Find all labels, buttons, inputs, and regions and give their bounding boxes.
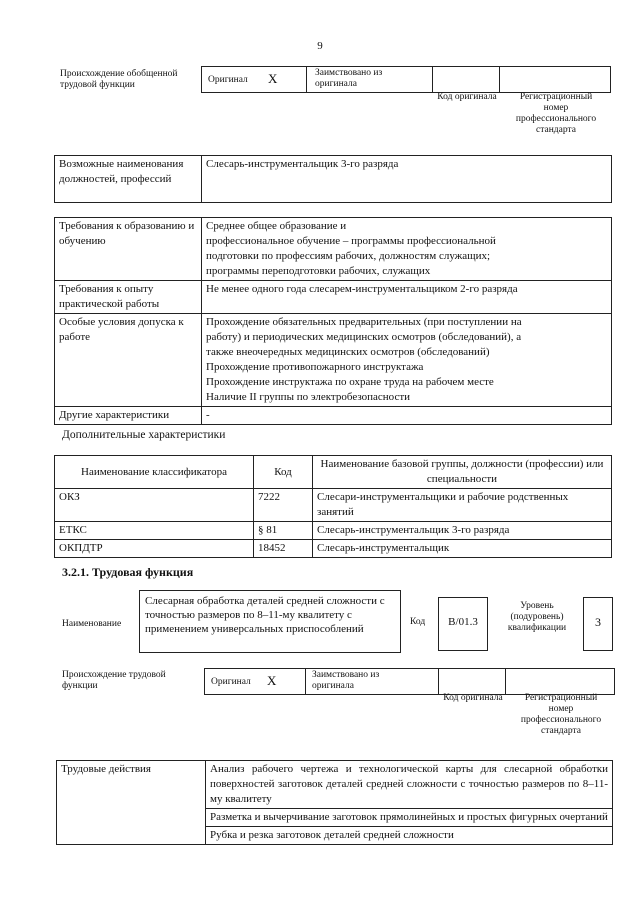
reg-number-cell: [499, 66, 611, 93]
section-heading: 3.2.1. Трудовая функция: [62, 565, 194, 579]
requirement-value: [202, 314, 612, 407]
requirement-line: -: [206, 409, 210, 421]
reg-number-label: Регистрационный номер профессионального стандарта: [515, 92, 597, 135]
requirement-label: Особые условия допуска к работе: [55, 314, 202, 407]
requirement-label: Другие характеристики: [55, 407, 202, 425]
origin-code-cell: [438, 668, 506, 695]
requirement-value: [202, 281, 612, 314]
requirement-line: профессиональное обучение – программы профессиональной: [206, 235, 496, 247]
table-cell: 18452: [254, 540, 313, 558]
origin-code-label: Код оригинала: [443, 693, 503, 703]
table-cell: 7222: [254, 489, 313, 522]
requirement-line: Не менее одного года слесарем-инструментальщиком 2-го разряда: [206, 283, 518, 295]
level-value: 3: [583, 597, 613, 651]
table-cell: Слесарь-инструментальщик 3-го разряда: [313, 522, 612, 540]
requirement-row: [55, 281, 612, 314]
original-mark: X: [268, 71, 278, 86]
requirement-line: Прохождение обязательных предварительных (при поступлении на: [206, 316, 522, 328]
generalized-function-origin-label: Происхождение обобщенной трудовой функции: [60, 69, 178, 90]
labor-action-item: Анализ рабочего чертежа и технологической карты для слесарной обработки поверхностей заготовок деталей средней сложности с точностью размеров по 8–11-му квалитету: [206, 761, 613, 809]
classifier-table: [54, 455, 612, 558]
requirement-row: [55, 407, 612, 425]
original-cell: [201, 66, 307, 93]
original-mark: X: [267, 673, 277, 688]
table-cell: ОКПДТР: [55, 540, 254, 558]
requirement-line: работу) и периодических медицинских осмотров (обследований), а: [206, 331, 522, 343]
labor-action-item: Разметка и вычерчивание заготовок прямолинейных и простых фигурных очертаний: [206, 809, 613, 827]
original-cell: [204, 668, 306, 695]
labor-action-item: Рубка и резка заготовок деталей средней сложности: [206, 827, 613, 845]
positions-value: Слесарь-инструментальщик 3-го разряда: [202, 156, 612, 203]
level-label: Уровень (подуровень) квалификации: [507, 601, 567, 633]
requirement-value: [202, 407, 612, 425]
table-cell: Слесарь-инструментальщик: [313, 540, 612, 558]
function-code-label: Код: [410, 617, 426, 627]
positions-label: Возможные наименования должностей, профессий: [55, 156, 202, 203]
requirement-line: Прохождение инструктажа по охране труда на рабочем месте: [206, 376, 494, 388]
origin-code-cell: [432, 66, 500, 93]
borrowed-label: Заимствовано из оригинала: [312, 670, 380, 691]
origin-code-label: Код оригинала: [437, 92, 497, 102]
classifier-header-row: [55, 456, 612, 489]
requirement-line: подготовки по профессиям рабочих, должностям служащих;: [206, 250, 491, 262]
original-label: Оригинал: [211, 677, 251, 687]
requirement-label: Требования к образованию и обучению: [55, 218, 202, 281]
classifier-header: Наименование классификатора: [55, 456, 254, 489]
table-cell: ЕТКС: [55, 522, 254, 540]
table-row: [55, 522, 612, 540]
function-name-value: Слесарная обработка деталей средней сложности с точностью размеров по 8–11-му квалитету с применением универсальных приспособлений: [139, 590, 401, 653]
labor-actions-table: [56, 760, 613, 845]
requirement-row: [55, 218, 612, 281]
requirement-line: программы переподготовки рабочих, служащих: [206, 265, 431, 277]
table-cell: § 81: [254, 522, 313, 540]
requirement-label: Требования к опыту практической работы: [55, 281, 202, 314]
classifier-header: Код: [254, 456, 313, 489]
original-label: Оригинал: [208, 75, 248, 85]
requirement-line: Прохождение противопожарного инструктажа: [206, 361, 424, 373]
borrowed-cell: [305, 668, 439, 695]
classifier-header: Наименование базовой группы, должности (профессии) или специальности: [313, 456, 612, 489]
positions-table: [54, 155, 612, 203]
additional-title: Дополнительные характеристики: [62, 429, 226, 441]
table-row: [55, 489, 612, 522]
requirements-table: [54, 217, 612, 425]
requirement-line: также внеочередных медицинских осмотров (обследований): [206, 346, 490, 358]
function-code-value: B/01.3: [438, 597, 488, 651]
borrowed-cell: [306, 66, 433, 93]
requirement-line: Среднее общее образование и: [206, 220, 347, 232]
borrowed-label: Заимствовано из оригинала: [315, 68, 383, 89]
page-number: 9: [317, 40, 323, 52]
table-cell: Слесари-инструментальщики и рабочие родственных занятий: [313, 489, 612, 522]
table-row: [57, 761, 613, 809]
requirement-value: [202, 218, 612, 281]
labor-actions-label: Трудовые действия: [57, 761, 206, 845]
function-origin-label: Происхождение трудовой функции: [62, 670, 166, 691]
reg-number-label: Регистрационный номер профессионального стандарта: [520, 693, 602, 736]
function-name-label: Наименование: [62, 619, 122, 629]
reg-number-cell: [505, 668, 615, 695]
table-cell: ОКЗ: [55, 489, 254, 522]
requirement-row: [55, 314, 612, 407]
requirement-line: Наличие II группы по электробезопасности: [206, 391, 411, 403]
table-row: [55, 540, 612, 558]
